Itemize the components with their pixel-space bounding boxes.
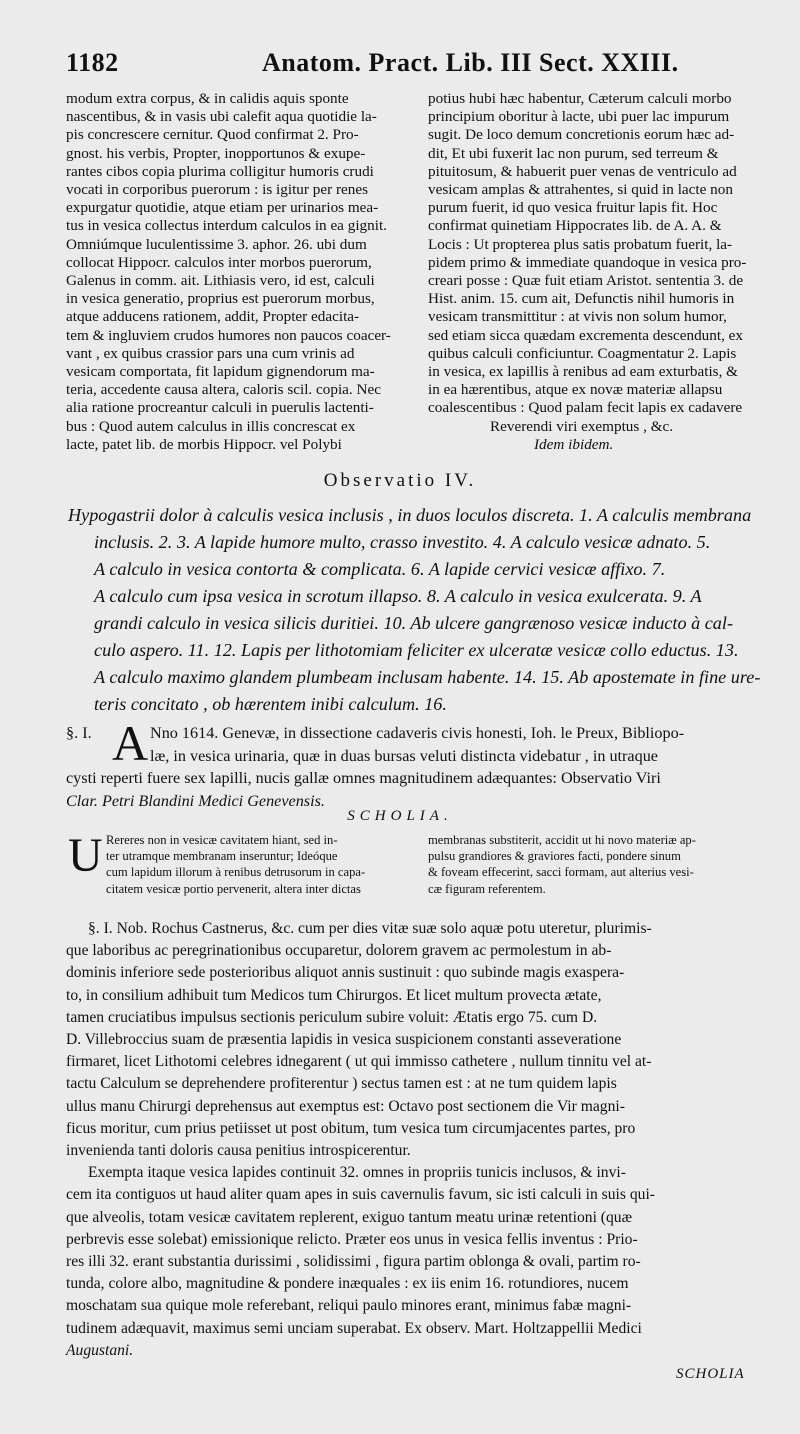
- text-line: pidem primo & immediate quandoque in vesica pro-: [428, 253, 747, 271]
- running-title: Anatom. Pract. Lib. III Sect. XXIII.: [262, 48, 679, 77]
- text-line: moschatam sua quique mole referebant, reliqui paulo minores erant, minimus fabæ magni-: [66, 1297, 632, 1315]
- text-line: bus : Quod autem calculus in illis concrescat ex: [66, 417, 356, 435]
- text-line: Reverendi viri exemptus , &c.: [490, 417, 674, 435]
- text-line: tem & ingluviem crudos humores non paucos coacer-: [66, 326, 391, 344]
- text-line: tudinem adæquavit, maximus semi unciam superabat. Ex observ. Mart. Holtzappellii Medici: [66, 1319, 642, 1337]
- text-line: lacte, patet lib. de morbis Hippocr. vel Polybi: [66, 435, 342, 453]
- right-column: [428, 90, 768, 454]
- text-line: gnost. his verbis, Propter, inopportunos & exupe-: [66, 144, 366, 162]
- text-line: Clar. Petri Blandini Medici Genevensis.: [66, 791, 325, 810]
- text-line: teria, accedente causa altera, caloris scil. copia. Nec: [66, 381, 381, 399]
- text-line: rantes cibos copia plurima colligitur humoris crudi: [66, 162, 374, 180]
- main-body-text: [66, 918, 770, 1362]
- text-line: & foveam effecerint, sacci formam, aut alterius vesi-: [428, 865, 694, 880]
- summary-line: A calculo in vesica contorta & complicata. 6. A lapide cervici vesicæ affixo. 7.: [94, 559, 666, 579]
- text-line: nascentibus, & in vasis ubi calefit aqua quotidie la-: [66, 108, 377, 126]
- text-line: ter utramque membranam inseruntur; Ideóque: [106, 849, 338, 864]
- summary-line: Hypogastrii dolor à calculis vesica inclusis , in duos loculos discreta. 1. A calculis membrana: [68, 505, 752, 525]
- text-line: Hist. anim. 15. cum ait, Defunctis nihil humoris in: [428, 290, 735, 308]
- page-number: 1182: [66, 48, 119, 77]
- text-line: alia ratione procreantur calculi in puerulis lactenti-: [66, 399, 374, 417]
- left-column: [66, 90, 416, 454]
- text-line: que laboribus ac peregrinationibus occuparetur, dolorem gravem ac permolestum in ab-: [66, 942, 612, 960]
- text-line: tamen cruciatibus impulsus sectionis periculum subire voluit: Ætatis ergo 75. cum D.: [66, 1008, 598, 1026]
- text-line: in vesica, ex lapillis à renibus ad eam exturbatis, &: [428, 363, 738, 381]
- text-line: vesicam transmittitur : at vivis non solum humor,: [428, 308, 727, 326]
- text-line: vocati in corporibus puerorum : is igitur per renes: [66, 181, 368, 199]
- text-line: membranas substiterit, accidit ut hi novo materiæ ap-: [428, 833, 696, 847]
- summary-line: inclusis. 2. 3. A lapide humore multo, crasso investito. 4. A calculo vesicæ adnato. 5.: [94, 532, 711, 552]
- observation-title: Observatio IV.: [323, 470, 477, 491]
- summary-line: A calculo cum ipsa vesica in scrotum illapso. 8. A calculo in vesica exulcerata. 9. A: [94, 586, 702, 606]
- text-line: firmaret, licet Lithotomi celebres idnegarent ( ut qui immisso cathetere , nullum tinnitu vel at-: [66, 1053, 652, 1071]
- text-line: tunda, colore albo, magnitudine & pondere inæquales : ex iis enim 16. rotundiores, nucem: [66, 1275, 629, 1293]
- text-line: tactu Calculum se deprehendere profiterentur ) sectus tamen est : at ne tum quidem lapis: [66, 1075, 617, 1093]
- text-line: Nno 1614. Genevæ, in dissectione cadaveris civis honesti, Ioh. le Preux, Bibliopo-: [150, 724, 685, 742]
- text-line: §. I. Nob. Rochus Castnerus, &c. cum per dies vitæ suæ solo aquæ potu uteretur, plurimis-: [88, 920, 652, 937]
- text-line: collocat Hippocr. calculos inter morbos puerorum,: [66, 253, 372, 271]
- text-line: principium oboritur à lacte, ubi puer lac impurum: [428, 108, 730, 126]
- text-line: atque adducens rationem, addit, Propter edacita-: [66, 308, 360, 326]
- text-line: purum fuerit, id quo vesica fruitur lapis fit. Hoc: [428, 199, 718, 217]
- section-marker: §. I.: [66, 724, 92, 742]
- text-line: D. Villebroccius suam de præsentia lapidis in vesica suspicionem constanti asseveratione: [66, 1031, 622, 1049]
- observation-summary: [68, 502, 768, 718]
- drop-cap: U: [68, 829, 103, 882]
- text-line: sugit. De loco demum concretionis eorum hæc ad-: [428, 126, 735, 144]
- text-line: cem ita contiguos ut haud aliter quam apes in suis cavernulis favum, sic isti calculi in suis qui-: [66, 1186, 655, 1204]
- summary-line: culo aspero. 11. 12. Lapis per lithotomiam feliciter ex ulceratæ vesicæ collo eductus. 13.: [94, 640, 739, 660]
- scholia-right-column: [428, 832, 770, 897]
- text-line: res illi 32. erant substantia durissimi , solidissimi , figura partim oblonga & ovali, partim ro-: [66, 1253, 641, 1271]
- text-line: læ, in vesica urinaria, quæ in duas bursas veluti distincta videbatur , in utraque: [150, 746, 658, 765]
- text-line: invenienda tanti doloris causa penitius introspicerentur.: [66, 1142, 411, 1160]
- text-line: perbrevis esse solebat) emissionique relicto. Præter eos unus in vesica fellis inventus : Prio-: [66, 1230, 638, 1248]
- text-line: creari posse : Quæ fuit etiam Aristot. sententia 3. de: [428, 272, 744, 290]
- text-line: cysti reperti fuere sex lapilli, nucis gallæ omnes magnitudinem adæquantes: Observatio Viri: [66, 769, 661, 787]
- text-line: vesicam comportata, fit lapidum gignendorum ma-: [66, 363, 375, 381]
- text-line: confirmat quinetiam Hippocrates lib. de A. A. &: [428, 217, 722, 235]
- scholia-left-column: [68, 829, 420, 897]
- signature-line: Idem ibidem.: [534, 435, 614, 453]
- text-line: in vesica generatio, proprius est puerorum morbus,: [66, 290, 375, 308]
- text-line: Omniúmque luculentissime 3. aphor. 26. ubi dum: [66, 235, 367, 253]
- scholia-heading: SCHOLIA.: [347, 808, 453, 824]
- text-line: Galenus in comm. ait. Lithiasis vero, id est, calculi: [66, 272, 375, 290]
- text-line: sed etiam sicca quædam excrementa descendunt, ex: [428, 326, 744, 344]
- catchword: SCHOLIA: [676, 1366, 745, 1382]
- text-line: potius hubi hæc habentur, Cæterum calculi morbo: [428, 90, 732, 107]
- text-line: pis concrescere cernitur. Quod confirmat 2. Pro-: [66, 126, 359, 144]
- text-line: quibus calculi conficiuntur. Coagmentatur 2. Lapis: [428, 344, 737, 362]
- text-line: Locis : Ut propterea plus satis probatum fuerit, la-: [428, 235, 733, 253]
- text-line: ficus moritur, cum prius petiisset ut post obitum, tum vesica tum circumjacentes partes, pro: [66, 1119, 636, 1137]
- summary-line: grandi calculo in vesica silicis duritiei. 10. Ab ulcere gangrænoso vesicæ inducto à cal-: [94, 613, 733, 633]
- text-line: vant , ex quibus crassior pars una cum vrinis ad: [66, 344, 355, 362]
- text-line: in ea hærentibus, atque ex novæ materiæ allapsu: [428, 381, 723, 399]
- text-line: cæ figuram referentem.: [428, 881, 546, 896]
- text-line: modum extra corpus, & in calidis aquis sponte: [66, 90, 349, 107]
- text-line: citatem vesicæ portio pervenerit, altera inter dictas: [106, 881, 361, 896]
- text-line: tus in vesica collectus interdum calculos in ea gignit.: [66, 217, 387, 235]
- text-line: ullus manu Chirurgi deprehensus aut exemptus est: Octavo post sectionem die Vir magni-: [66, 1097, 625, 1115]
- text-line: cum lapidum illorum à renibus detrusorum in capa-: [106, 865, 366, 880]
- text-line: to, in consilium adhibuit tum Medicos tum Chirurgos. Et licet multum provecta ætate,: [66, 986, 602, 1004]
- text-line: pituitosum, & habuerit puer venas de ventriculo ad: [428, 162, 737, 180]
- text-line: dominis inferiore sede posterioribus aliquot annis sustinuit : quo subinde magis exaspera-: [66, 964, 625, 982]
- section-1-paragraph: [66, 715, 768, 812]
- text-line: dit, Et ubi fuxerit lac non purum, sed terreum &: [428, 144, 719, 162]
- text-line: vesicam amplas & attrahentes, si quid in lacte non: [428, 181, 733, 199]
- summary-line: teris concitato , ob hærentem inibi calculum. 16.: [94, 694, 447, 714]
- page-header: [66, 48, 756, 78]
- summary-line: A calculo maximo glandem plumbeam inclusam habente. 14. 15. Ab apostemate in fine ure-: [94, 667, 761, 687]
- text-line: Augustani.: [66, 1341, 134, 1359]
- text-line: que alveolis, totam vesicæ cavitatem replerent, exiguo tantum meatu urinæ retentioni (quæ: [66, 1208, 632, 1226]
- text-line: Exempta itaque vesica lapides continuit 32. omnes in propriis tunicis inclusos, & invi-: [88, 1164, 626, 1182]
- text-line: pulsu grandiores & graviores facti, pondere sinum: [428, 849, 681, 864]
- drop-cap: A: [112, 715, 149, 771]
- text-line: expurgatur quotidie, atque etiam per urinarios mea-: [66, 199, 379, 217]
- text-line: Rereres non in vesicæ cavitatem hiant, sed in-: [106, 833, 338, 847]
- text-line: coalescentibus : Quod palam fecit lapis ex cadavere: [428, 399, 743, 417]
